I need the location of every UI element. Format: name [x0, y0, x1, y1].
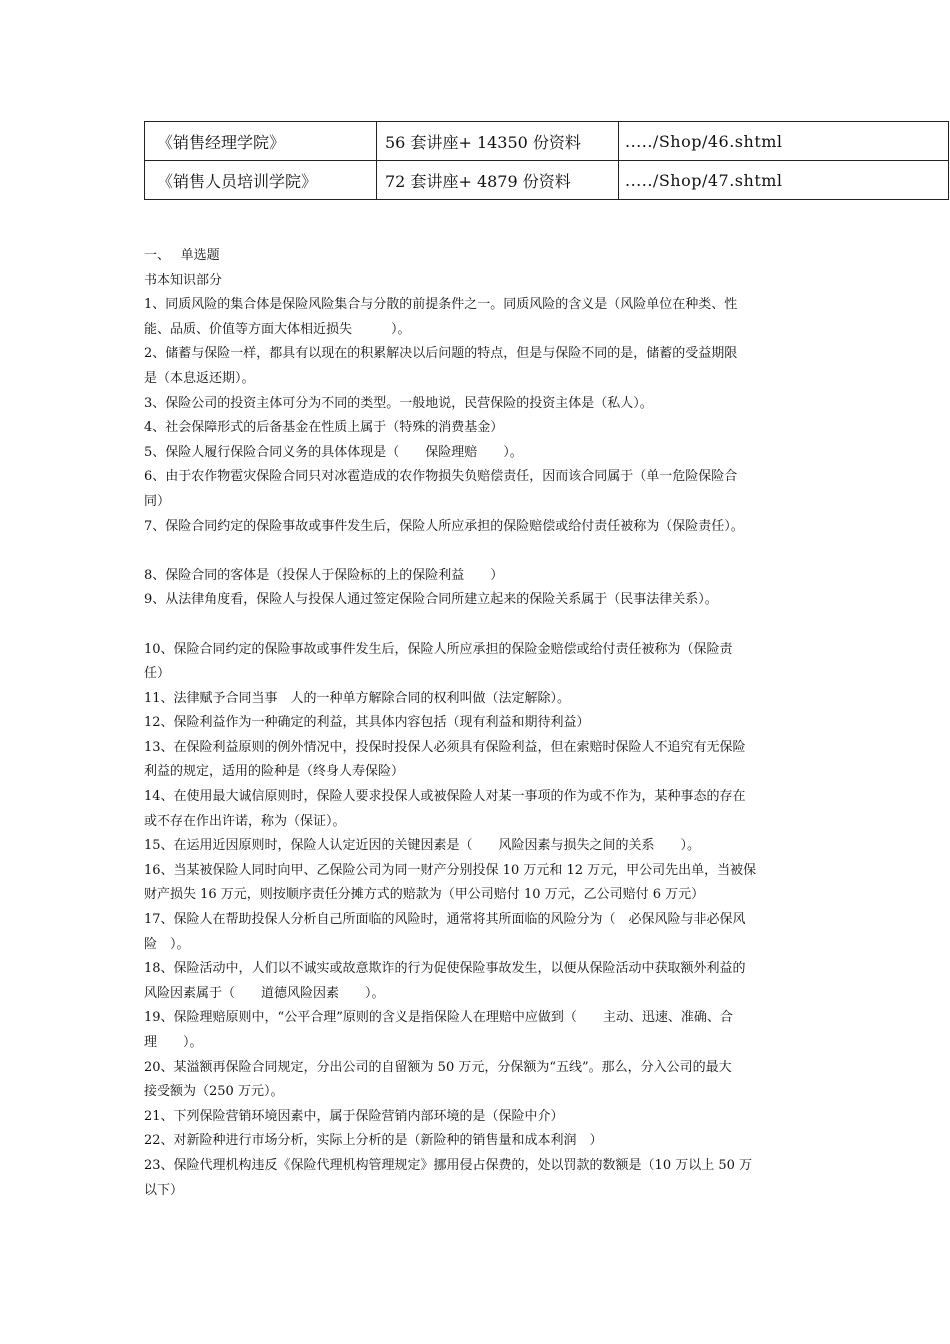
catalog-link-cell: ...../Shop/47.shtml: [619, 161, 949, 200]
question-line: 13、在保险利益原则的例外情况中，投保时投保人必须具有保险利益，但在索赔时保险人不追究有无保险: [144, 739, 746, 755]
question-line: 21、下列保险营销环境因素中，属于保险营销内部环境的是（保险中介）: [144, 1108, 564, 1124]
question-line: 任）: [144, 666, 171, 682]
catalog-link-cell: ...../Shop/46.shtml: [619, 122, 949, 161]
question-line: 12、保险利益作为一种确定的利益，其具体内容包括（现有利益和期待利益）: [144, 715, 590, 731]
question-line: 15、在运用近因原则时，保险人认定近因的关键因素是（ 风险因素与损失之间的关系 ）。: [144, 838, 701, 854]
question-line: 7、保险合同约定的保险事故或事件发生后，保险人所应承担的保险赔偿或给付责任被称为（保险责任）。: [144, 518, 744, 534]
question-line: 能、品质、价值等方面大体相近损失 ）。: [144, 321, 411, 337]
question-line: 11、法律赋予合同当事 人的一种单方解除合同的权利叫做（法定解除）。: [144, 690, 571, 706]
section-subheading: 书本知识部分: [144, 272, 223, 288]
blank-line: [144, 613, 816, 638]
catalog-row: [145, 161, 949, 200]
question-line: 2、储蓄与保险一样，都具有以现在的积累解决以后问题的特点，但是与保险不同的是，储蓄的受益期限: [144, 346, 738, 362]
question-line: 1、同质风险的集合体是保险风险集合与分散的前提条件之一。同质风险的含义是（风险单位在种类、性: [144, 297, 738, 313]
question-line: 5、保险人履行保险合同义务的具体体现是（ 保险理赔 ）。: [144, 444, 523, 460]
resource-catalog-table: [144, 121, 949, 200]
blank-line: [144, 539, 816, 564]
catalog-name-cell: 《销售人员培训学院》: [145, 161, 377, 200]
question-line: 10、保险合同约定的保险事故或事件发生后，保险人所应承担的保险金赔偿或给付责任被称为（保险责: [144, 641, 733, 657]
question-line: 17、保险人在帮助投保人分析自己所面临的风险时，通常将其所面临的风险分为（ 必保风险与非必保风: [144, 912, 746, 928]
catalog-detail-cell: 72 套讲座+ 4879 份资料: [377, 161, 619, 200]
catalog-name-cell: 《销售经理学院》: [145, 122, 377, 161]
question-line: 险 ）。: [144, 936, 190, 952]
catalog-detail-cell: 56 套讲座+ 14350 份资料: [377, 122, 619, 161]
question-line: 8、保险合同的客体是（投保人于保险标的上的保险利益 ）: [144, 567, 504, 583]
question-line: 3、保险公司的投资主体可分为不同的类型。一般地说，民营保险的投资主体是（私人）。: [144, 395, 653, 411]
question-line: 同）: [144, 493, 171, 509]
question-line: 是（本息返还期）。: [144, 370, 255, 386]
question-line: 16、当某被保险人同时向甲、乙保险公司为同一财产分别投保 10 万元和 12 万元，甲公司先出单，当被保: [144, 862, 757, 878]
question-line: 9、从法律角度看，保险人与投保人通过签定保险合同所建立起来的保险关系属于（民事法律关系）。: [144, 592, 718, 608]
catalog-body: [145, 122, 949, 200]
question-document: [144, 244, 816, 1203]
question-line: 19、保险理赔原则中，“公平合理”原则的含义是指保险人在理赔中应做到（ 主动、迅速、准确、合: [144, 1010, 733, 1026]
question-line: 20、某溢额再保险合同规定，分出公司的自留额为 50 万元，分保额为“五线”。那么，分入公司的最大: [144, 1059, 732, 1075]
question-line: 18、保险活动中，人们以不诚实或故意欺诈的行为促使保险事故发生，以便从保险活动中获取额外利益的: [144, 961, 746, 977]
question-line: 理 ）。: [144, 1035, 203, 1050]
question-line: 接受额为（250 万元）。: [144, 1084, 284, 1100]
question-line: 6、由于农作物雹灾保险合同只对冰雹造成的农作物损失负赔偿责任，因而该合同属于（单一危险保险合: [144, 469, 738, 485]
question-line: 利益的规定，适用的险种是（终身人寿保险）: [144, 764, 405, 780]
question-line: 14、在使用最大诚信原则时，保险人要求投保人或被保险人对某一事项的作为或不作为，某种事态的存在: [144, 789, 746, 805]
question-line: 风险因素属于（ 道德风险因素 ）。: [144, 985, 385, 1001]
catalog-row: [145, 122, 949, 161]
question-list: [144, 293, 816, 1203]
section-heading: 一、 单选题: [144, 248, 220, 263]
question-line: 4、社会保障形式的后备基金在性质上属于（特殊的消费基金）: [144, 420, 504, 436]
question-line: 22、对新险种进行市场分析，实际上分析的是（新险种的销售量和成本利润 ）: [144, 1133, 603, 1149]
question-line: 或不存在作出许诺，称为（保证）。: [144, 813, 346, 829]
question-line: 财产损失 16 万元，则按顺序责任分摊方式的赔款为（甲公司赔付 10 万元，乙公司赔付 6 万元）: [144, 887, 705, 903]
question-line: 23、保险代理机构违反《保险代理机构管理规定》挪用侵占保费的，处以罚款的数额是（10 万以上 50 万: [144, 1157, 753, 1173]
question-line: 以下）: [144, 1182, 184, 1198]
